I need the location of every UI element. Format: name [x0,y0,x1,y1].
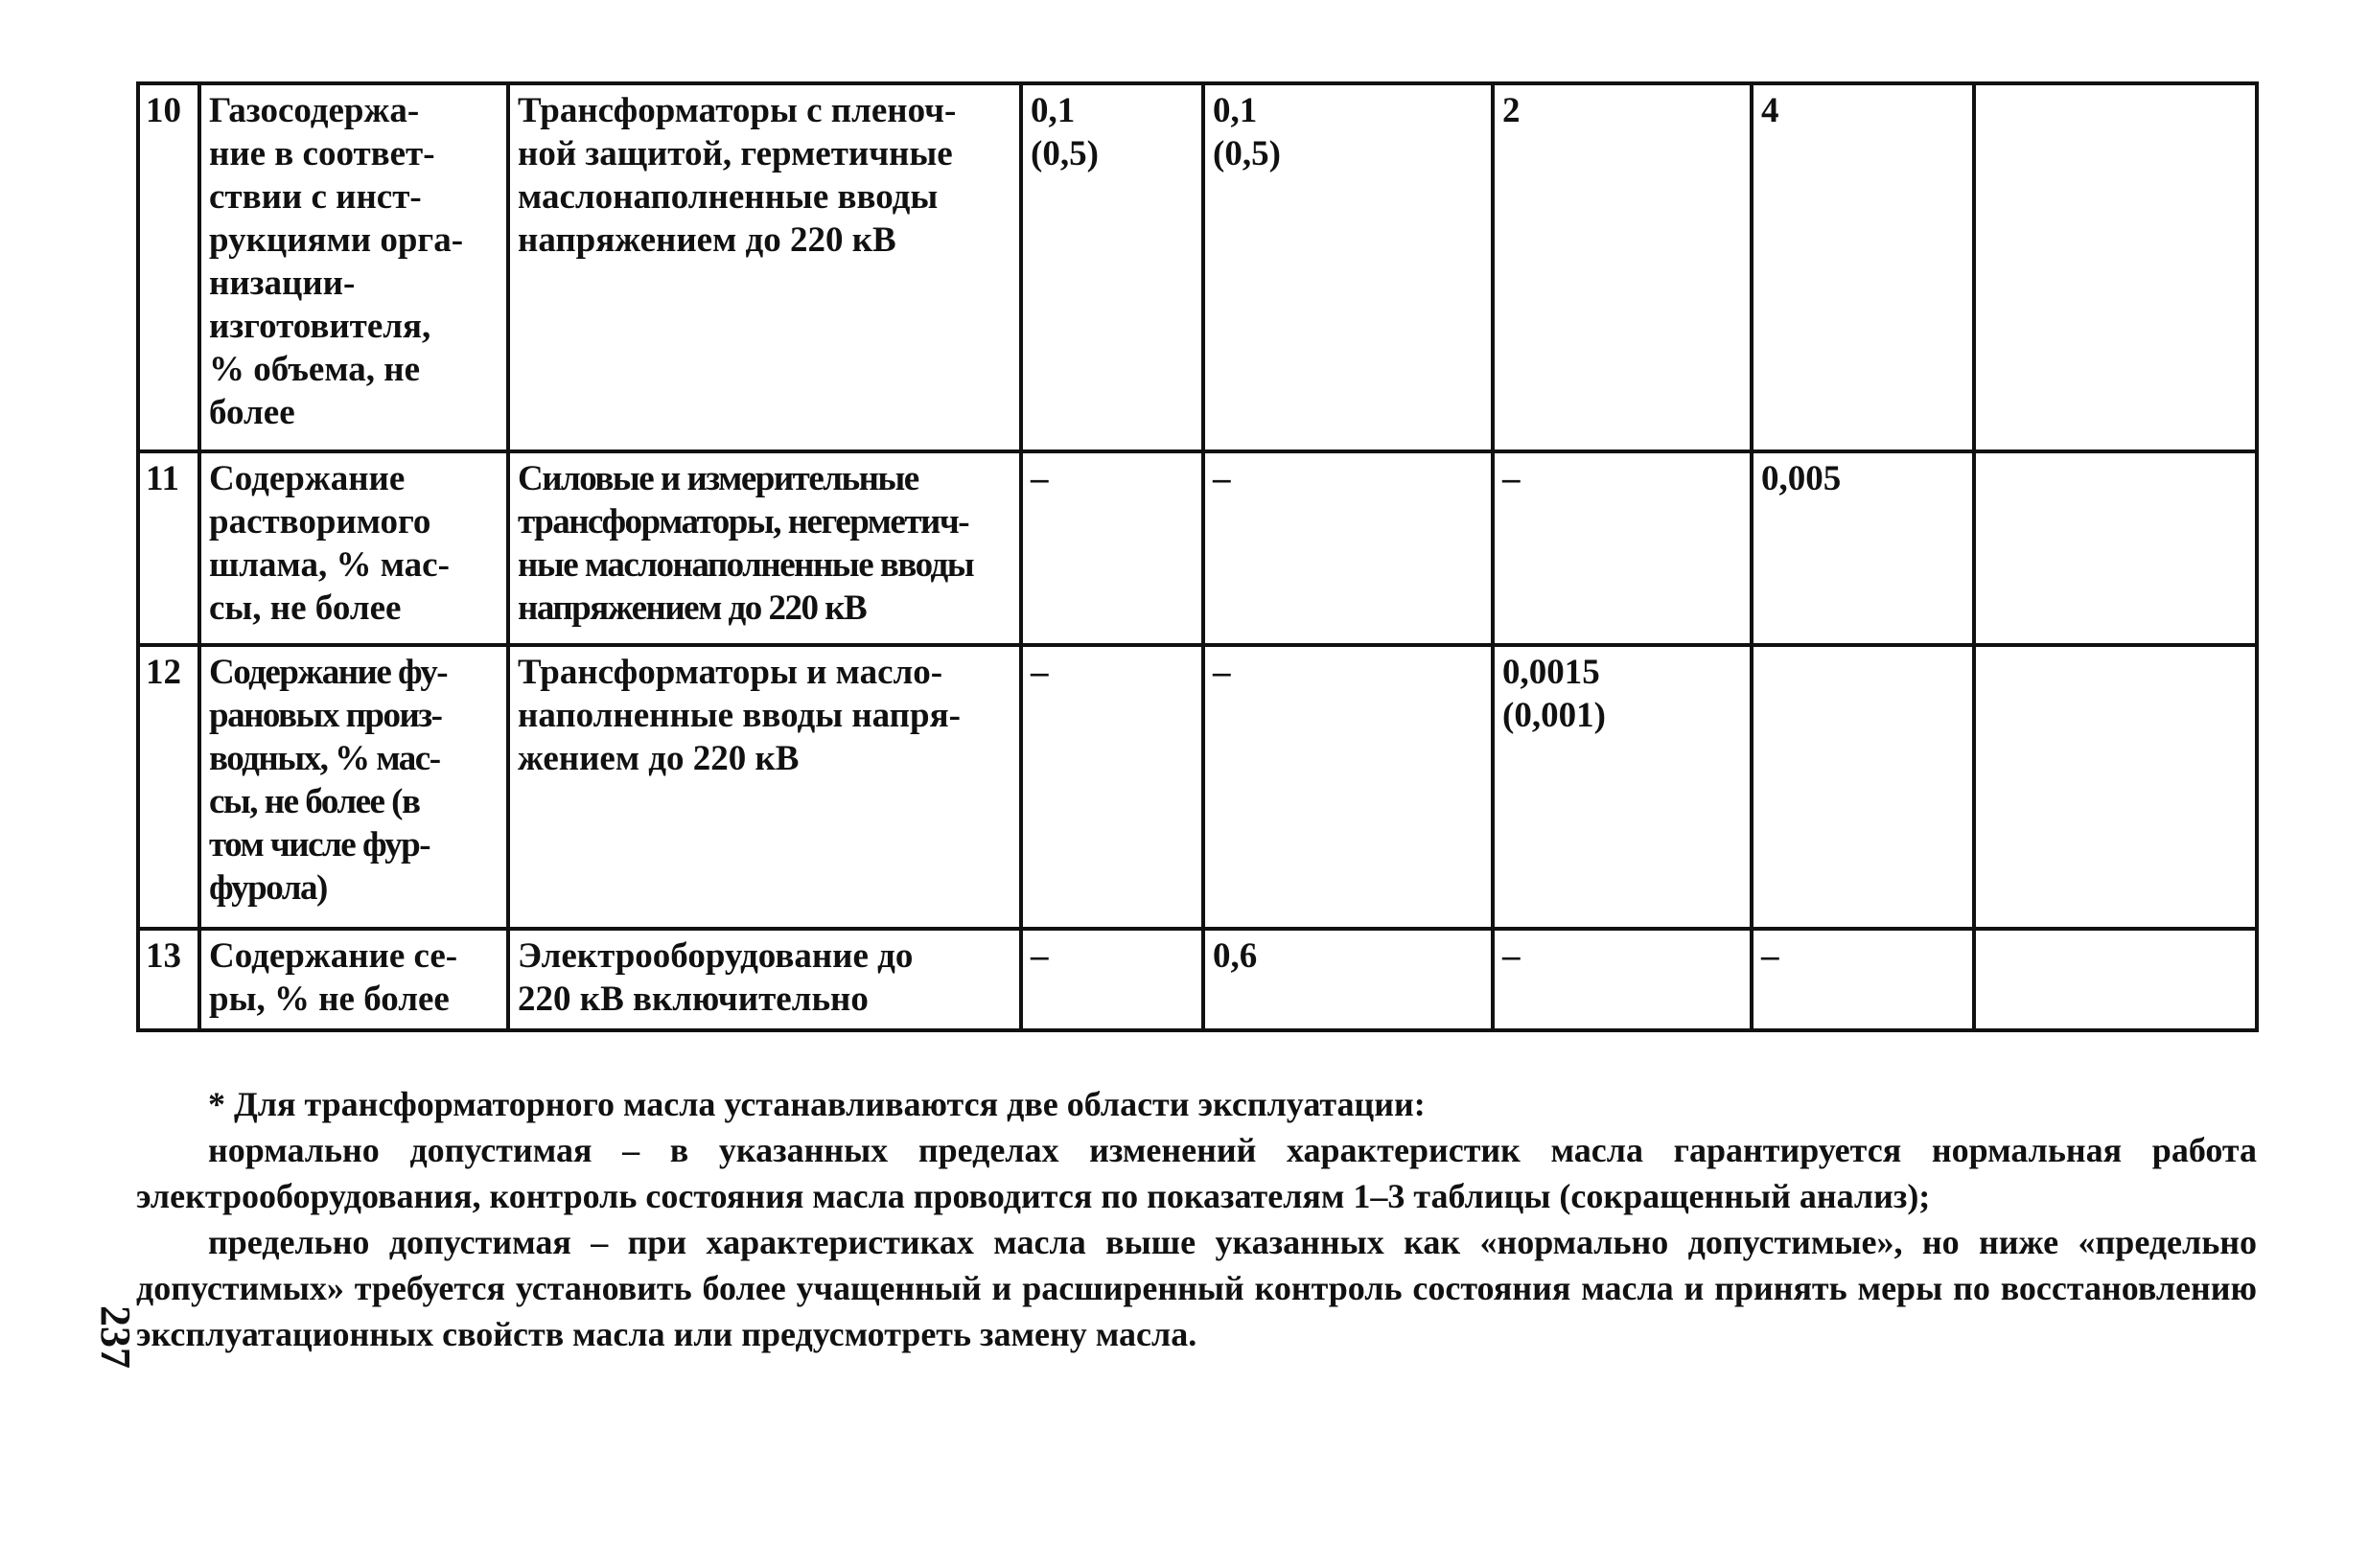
equipment-cell [508,83,1021,451]
indicator-line: шлама, % мас- [209,545,450,585]
value-cell-4 [1752,645,1974,929]
value-cell-5 [1974,83,2257,451]
table-row [138,83,2257,451]
indicator-line: изготовителя, [209,307,431,346]
indicator-cell [199,451,508,645]
value-cell-1 [1021,929,1203,1030]
footnote-limit-range: предельно допустимая – при характеристиках масла выше указанных как «нормально допустимые», но ниже «предельно допустимых» требуется установить более учащенный и расширенный контроль состояния масла и принять меры по восстановлению эксплуатационных свойств масла или предусмотреть замену масла. [136,1223,2257,1353]
table-row [138,645,2257,929]
equipment-line: 220 кВ включительно [518,980,869,1019]
page-number [48,1305,144,1369]
table-row [138,929,2257,1030]
indicator-line: % объема, не [209,350,421,389]
equipment-line: напряжением до 220 кВ [518,220,896,260]
value-line: 0,1 [1213,91,1258,130]
equipment-line: Трансформаторы с пленоч- [518,91,957,130]
equipment-line: жением до 220 кВ [518,739,800,778]
row-number: 10 [138,83,199,451]
equipment-line: Силовые и измерительные [518,459,918,498]
footnote-intro: * Для трансформаторного масла устанавливаются две области эксплуатации: [208,1085,1426,1123]
row-number: 11 [138,451,199,645]
value-line: 0,1 [1031,91,1076,130]
equipment-line: ной защитой, герметичные [518,134,953,173]
value-cell-4 [1752,83,1974,451]
equipment-cell [508,929,1021,1030]
indicator-line: рановых произ- [209,696,442,735]
value-line: 4 [1761,91,1779,130]
value-cell-4 [1752,451,1974,645]
equipment-line: Трансформаторы и масло- [518,653,943,692]
indicator-line: Содержание фу- [209,653,448,692]
indicator-cell [199,83,508,451]
equipment-line: маслонаполненные вводы [518,177,939,217]
value-line: – [1502,459,1521,498]
value-cell-2 [1203,645,1493,929]
equipment-cell [508,451,1021,645]
value-cell-2 [1203,929,1493,1030]
value-line: – [1502,936,1521,976]
row-number: 12 [138,645,199,929]
indicator-cell [199,645,508,929]
value-line: 0,6 [1213,936,1258,976]
equipment-line: наполненные вводы напря- [518,696,961,735]
value-cell-1 [1021,451,1203,645]
value-cell-1 [1021,645,1203,929]
value-line: – [1761,936,1779,976]
value-line: (0,001) [1502,696,1606,735]
value-cell-5 [1974,929,2257,1030]
value-cell-3 [1493,451,1752,645]
indicator-line: рукциями орга- [209,220,464,260]
value-line: – [1213,459,1231,498]
value-cell-3 [1493,83,1752,451]
equipment-line: ные маслонаполненные вводы [518,545,974,585]
row-number: 13 [138,929,199,1030]
indicator-cell [199,929,508,1030]
footnotes [136,1081,2257,1357]
indicator-line: сы, не более (в [209,782,420,821]
indicator-line: более [209,393,295,432]
value-line: – [1031,459,1049,498]
equipment-line: напряжением до 220 кВ [518,588,867,628]
indicator-line: Содержание се- [209,936,458,976]
value-line: 0,0015 [1502,653,1600,692]
value-cell-4 [1752,929,1974,1030]
value-line: 2 [1502,91,1521,130]
equipment-line: трансформаторы, негерметич- [518,502,969,542]
indicator-line: сы, не более [209,588,402,628]
footnote-normal-range: нормально допустимая – в указанных пределах изменений характеристик масла гарантируется нормальная работа электрооборудования, контроль состояния масла проводится по показателям 1–3 таблицы (сокращенный анализ); [136,1131,2257,1215]
equipment-cell [508,645,1021,929]
value-line: (0,5) [1031,134,1099,173]
indicator-line: ры, % не более [209,980,450,1019]
value-line: (0,5) [1213,134,1281,173]
indicator-line: фурола) [209,868,327,908]
value-cell-1 [1021,83,1203,451]
oil-characteristics-table [136,81,2259,1032]
indicator-line: Газосодержа- [209,91,420,130]
value-cell-3 [1493,929,1752,1030]
value-line: – [1031,653,1049,692]
indicator-line: низации- [209,264,356,303]
indicator-line: ние в соответ- [209,134,435,173]
value-cell-5 [1974,645,2257,929]
value-cell-5 [1974,451,2257,645]
equipment-line: Электрооборудование до [518,936,914,976]
indicator-line: Содержание [209,459,406,498]
indicator-line: ствии с инст- [209,177,422,217]
value-line: – [1031,936,1049,976]
indicator-line: том числе фур- [209,825,430,865]
value-cell-2 [1203,451,1493,645]
indicator-line: растворимого [209,502,431,542]
indicator-line: водных, % мас- [209,739,440,778]
value-line: – [1213,653,1231,692]
table-row [138,451,2257,645]
value-line: 0,005 [1761,459,1842,498]
value-cell-2 [1203,83,1493,451]
value-cell-3 [1493,645,1752,929]
page-number-text: 237 [92,1305,139,1369]
